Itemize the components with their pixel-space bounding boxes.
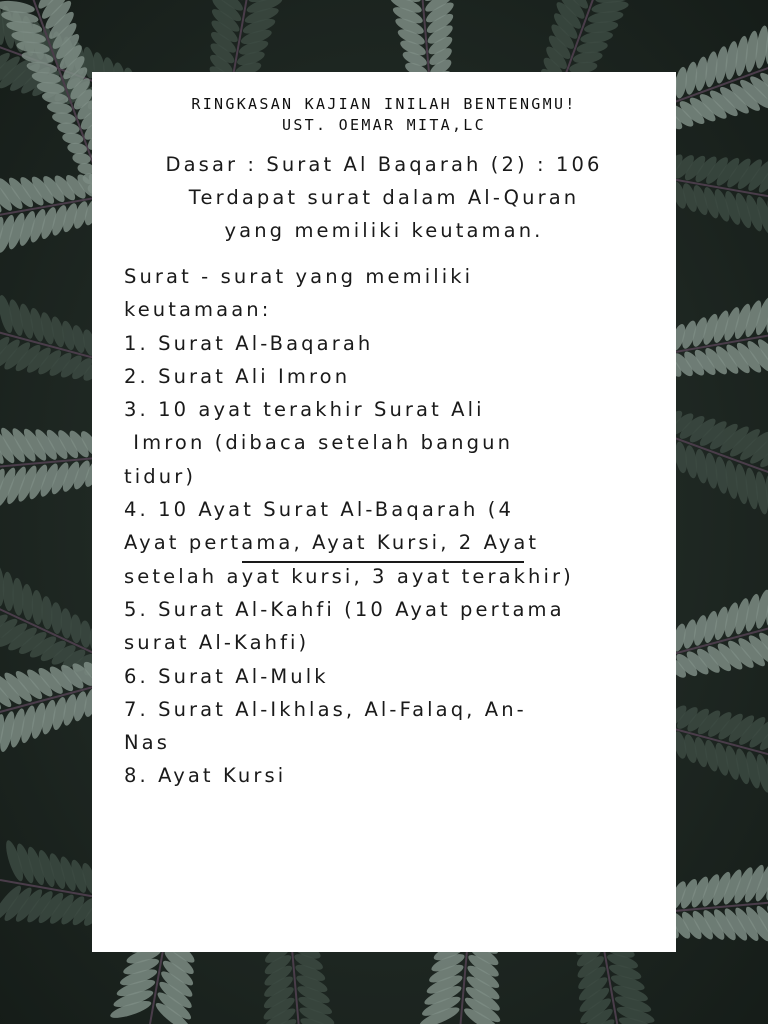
list-item: 2. Surat Ali Imron	[124, 364, 351, 388]
list-item: Ayat pertama, Ayat Kursi, 2 Ayat	[124, 531, 540, 555]
intro-line: yang memiliki keutaman.	[224, 219, 544, 242]
list-item: Nas	[124, 731, 170, 755]
list-item: 1. Surat Al-Baqarah	[124, 331, 374, 355]
list-item: 8. Ayat Kursi	[124, 764, 287, 788]
intro-line: Dasar : Surat Al Baqarah (2) : 106	[165, 153, 603, 176]
list-item: 7. Surat Al-Ikhlas, Al-Falaq, An-	[124, 697, 527, 721]
underline-mark	[242, 561, 524, 563]
list-item: setelah ayat kursi, 3 ayat terakhir)	[124, 564, 574, 588]
list-item: 5. Surat Al-Kahfi (10 Ayat pertama	[124, 597, 565, 621]
list-line: keutamaan:	[124, 298, 272, 322]
list-item: tidur)	[124, 464, 197, 488]
summary-card	[92, 72, 676, 952]
list-item: surat Al-Kahfi)	[124, 631, 310, 655]
list-line: Surat - surat yang memiliki	[124, 265, 474, 288]
list-item: 3. 10 ayat terakhir Surat Ali	[124, 398, 485, 422]
card-header	[92, 94, 676, 136]
header-title: RINGKASAN KAJIAN INILAH BENTENGMU!	[191, 95, 577, 113]
header-speaker: UST. OEMAR MITA,LC	[282, 116, 486, 134]
list-item: 6. Surat Al-Mulk	[124, 664, 329, 688]
intro-line: Terdapat surat dalam Al-Quran	[188, 186, 580, 209]
list-item: Imron (dibaca setelah bangun	[124, 431, 514, 455]
intro-text	[92, 148, 676, 247]
surah-list	[124, 260, 676, 793]
list-item: 4. 10 Ayat Surat Al-Baqarah (4	[124, 498, 515, 522]
